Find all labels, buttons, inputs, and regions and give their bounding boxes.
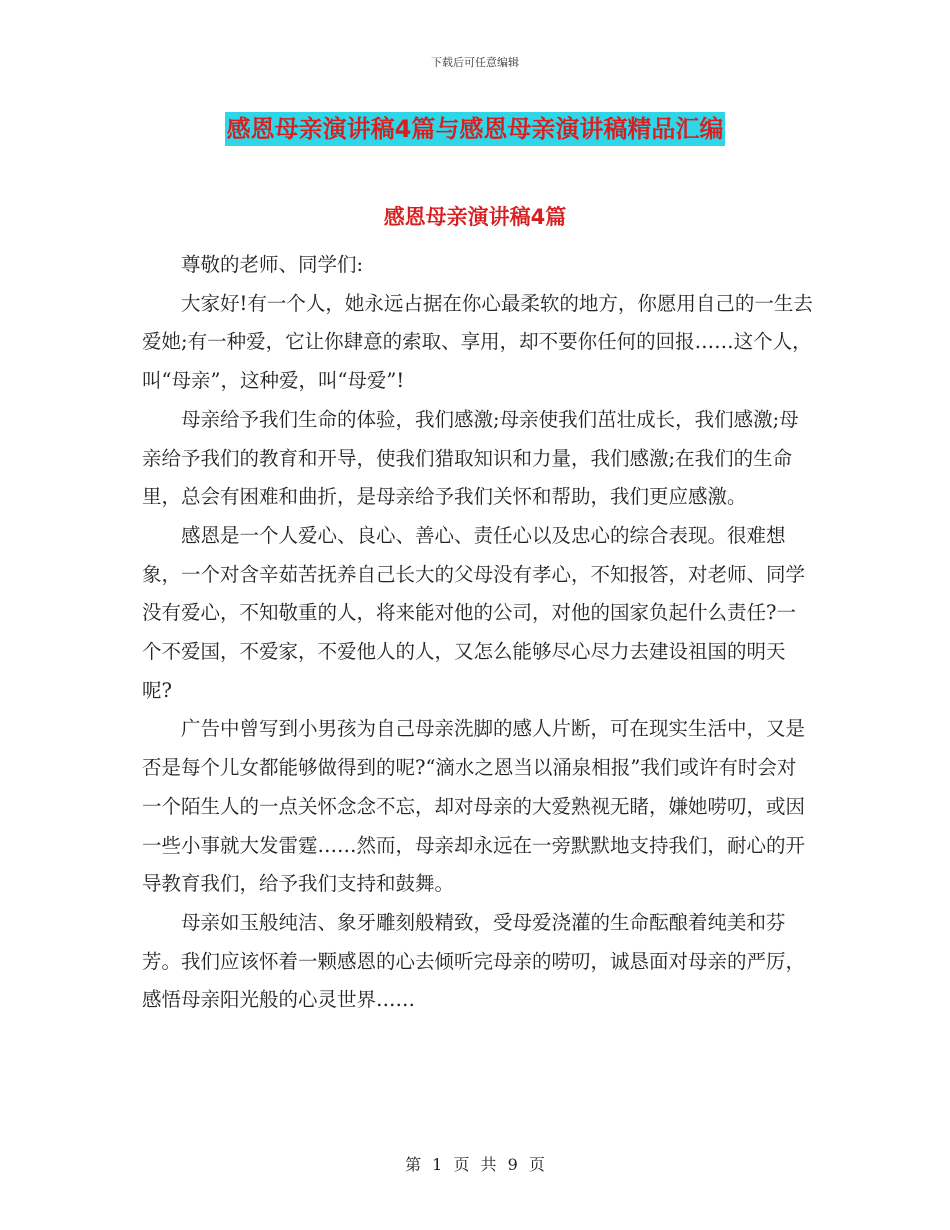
document-title <box>0 112 950 146</box>
paragraph: 母亲给予我们生命的体验，我们感激;母亲使我们茁壮成长，我们感激;母亲给予我们的教育和开导，使我们猎取知识和力量，我们感激;在我们的生命里，总会有困难和曲折，是母亲给予我们关怀和帮助，我们更应感激。 <box>142 407 799 509</box>
paragraph: 广告中曾写到小男孩为自己母亲洗脚的感人片断，可在现实生活中，又是否是每个儿女都能够做得到的呢?“滴水之恩当以涌泉相报”我们或许有时会对一个陌生人的一点关怀念念不忘，却对母亲的大爱熟视无睹，嫌她唠叨，或因一些小事就大发雷霆……然而，母亲却永远在一旁默默地支持我们，耐心的开导教育我们，给予我们支持和鼓舞。 <box>142 717 806 896</box>
section-title: 感恩母亲演讲稿4篇 <box>383 205 567 229</box>
header-note: 下载后可任意编辑 <box>431 56 519 69</box>
paragraph: 母亲如玉般纯洁、象牙雕刻般精致，受母爱浇灌的生命酝酿着纯美和芬芳。我们应该怀着一颗感恩的心去倾听完母亲的唠叨，诚恳面对母亲的严厉，感悟母亲阳光般的心灵世界…… <box>142 910 806 1012</box>
paragraph: 感恩是一个人爱心、良心、善心、责任心以及忠心的综合表现。很难想象，一个对含辛茹苦抚养自己长大的父母没有孝心，不知报答，对老师、同学没有爱心，不知敬重的人，将来能对他的公司，对他的国家负起什么责任?一个不爱国，不爱家，不爱他人的人，又怎么能够尽心尽力去建设祖国的明天呢? <box>142 523 806 702</box>
document-body <box>142 246 814 1020</box>
page-number: 第 1 页 共 9 页 <box>405 1155 545 1174</box>
paragraph-greeting: 尊敬的老师、同学们: <box>181 253 364 276</box>
paragraph: 大家好!有一个人，她永远占据在你心最柔软的地方，你愿用自己的一生去爱她;有一种爱，它让你肆意的索取、享用，却不要你任何的回报……这个人，叫“母亲”，这种爱，叫“母爱”! <box>142 291 813 393</box>
document-title-text: 感恩母亲演讲稿4篇与感恩母亲演讲稿精品汇编 <box>225 112 726 146</box>
